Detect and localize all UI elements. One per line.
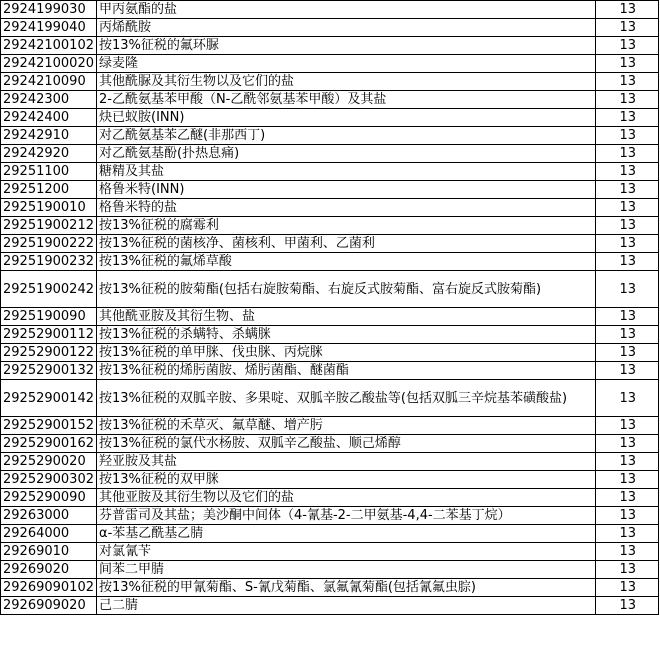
rate-cell[interactable]: 13 (596, 489, 659, 507)
table-row (1, 362, 659, 380)
description-cell[interactable]: 按13%征税的菌核净、菌核利、甲菌利、乙菌利 (97, 235, 596, 253)
table-body (1, 1, 659, 615)
code-cell[interactable]: 29242100020 (1, 55, 97, 73)
description-cell[interactable]: 间苯二甲腈 (97, 561, 596, 579)
description-cell[interactable]: 按13%征税的氯代水杨胺、双胍辛乙酸盐、顺己烯醇 (97, 435, 596, 453)
rate-cell[interactable]: 13 (596, 109, 659, 127)
description-cell[interactable]: 按13%征税的烯肟菌胺、烯肟菌酯、醚菌酯 (97, 362, 596, 380)
code-cell[interactable]: 29252900302 (1, 471, 97, 489)
table-row (1, 55, 659, 73)
description-cell[interactable]: 格鲁米特(INN) (97, 181, 596, 199)
code-cell[interactable]: 29252900142 (1, 380, 97, 417)
code-cell[interactable]: 29264000 (1, 525, 97, 543)
description-cell[interactable]: 按13%征税的胺菊酯(包括右旋胺菊酯、右旋反式胺菊酯、富右旋反式胺菊酯) (97, 271, 596, 308)
rate-cell[interactable]: 13 (596, 73, 659, 91)
code-cell[interactable]: 2925290020 (1, 453, 97, 471)
table-row (1, 181, 659, 199)
description-cell[interactable]: 对乙酰氨基酚(扑热息痛) (97, 145, 596, 163)
rate-cell[interactable]: 13 (596, 453, 659, 471)
table-row (1, 19, 659, 37)
rate-cell[interactable]: 13 (596, 597, 659, 615)
table-row (1, 597, 659, 615)
rate-cell[interactable]: 13 (596, 380, 659, 417)
table-row (1, 507, 659, 525)
description-cell[interactable]: α-苯基乙酰基乙腈 (97, 525, 596, 543)
description-cell[interactable]: 按13%征税的单甲脒、伐虫脒、丙烷脒 (97, 344, 596, 362)
description-cell[interactable]: 按13%征税的氟烯草酸 (97, 253, 596, 271)
table-row (1, 145, 659, 163)
code-cell[interactable]: 29242920 (1, 145, 97, 163)
table-row (1, 579, 659, 597)
rate-cell[interactable]: 13 (596, 145, 659, 163)
description-cell[interactable]: 绿麦隆 (97, 55, 596, 73)
table-row (1, 163, 659, 181)
code-cell[interactable]: 29269010 (1, 543, 97, 561)
rate-cell[interactable]: 13 (596, 561, 659, 579)
table-row (1, 1, 659, 19)
code-cell[interactable]: 29269090102 (1, 579, 97, 597)
code-cell[interactable]: 29251900222 (1, 235, 97, 253)
rate-cell[interactable]: 13 (596, 253, 659, 271)
rate-cell[interactable]: 13 (596, 579, 659, 597)
table-row (1, 109, 659, 127)
table-row (1, 199, 659, 217)
rate-cell[interactable]: 13 (596, 91, 659, 109)
description-cell[interactable]: 按13%征税的双胍辛胺、多果啶、双胍辛胺乙酸盐等(包括双胍三辛烷基苯磺酸盐) (97, 380, 596, 417)
code-cell[interactable]: 2925190010 (1, 199, 97, 217)
table-row (1, 525, 659, 543)
rate-cell[interactable]: 13 (596, 19, 659, 37)
rate-cell[interactable]: 13 (596, 235, 659, 253)
description-cell[interactable]: 糖精及其盐 (97, 163, 596, 181)
rate-cell[interactable]: 13 (596, 271, 659, 308)
table-row (1, 73, 659, 91)
code-cell[interactable]: 29242400 (1, 109, 97, 127)
code-cell[interactable]: 29251900232 (1, 253, 97, 271)
description-cell[interactable]: 炔已蚁胺(INN) (97, 109, 596, 127)
code-cell[interactable]: 29242100102 (1, 37, 97, 55)
rate-cell[interactable]: 13 (596, 471, 659, 489)
table-row (1, 235, 659, 253)
rate-cell[interactable]: 13 (596, 1, 659, 19)
rate-cell[interactable]: 13 (596, 127, 659, 145)
table-row (1, 543, 659, 561)
rate-cell[interactable]: 13 (596, 326, 659, 344)
code-cell[interactable]: 29251900242 (1, 271, 97, 308)
code-cell[interactable]: 2926909020 (1, 597, 97, 615)
table-row (1, 37, 659, 55)
code-cell[interactable]: 2924199030 (1, 1, 97, 19)
table-row (1, 435, 659, 453)
rate-cell[interactable]: 13 (596, 417, 659, 435)
code-cell[interactable]: 29242300 (1, 91, 97, 109)
rate-cell[interactable]: 13 (596, 37, 659, 55)
description-cell[interactable]: 格鲁米特的盐 (97, 199, 596, 217)
table-row (1, 380, 659, 417)
description-cell[interactable]: 按13%征税的禾草灭、氟草醚、增产肟 (97, 417, 596, 435)
table-row (1, 253, 659, 271)
code-cell[interactable]: 2924210090 (1, 73, 97, 91)
code-cell[interactable]: 29252900122 (1, 344, 97, 362)
rate-cell[interactable]: 13 (596, 181, 659, 199)
description-cell[interactable]: 2-乙酰氨基苯甲酸（N-乙酰邻氨基苯甲酸）及其盐 (97, 91, 596, 109)
rate-cell[interactable]: 13 (596, 525, 659, 543)
rate-cell[interactable]: 13 (596, 344, 659, 362)
rate-cell[interactable]: 13 (596, 435, 659, 453)
description-cell[interactable]: 己二腈 (97, 597, 596, 615)
description-cell[interactable]: 芬普雷司及其盐；美沙酮中间体（4-氰基-2-二甲氨基-4,4-二苯基丁烷） (97, 507, 596, 525)
code-cell[interactable]: 29263000 (1, 507, 97, 525)
code-cell[interactable]: 2925290090 (1, 489, 97, 507)
description-cell[interactable]: 对氯氰苄 (97, 543, 596, 561)
table-row (1, 271, 659, 308)
table-row (1, 471, 659, 489)
table-row (1, 326, 659, 344)
rate-cell[interactable]: 13 (596, 163, 659, 181)
table-row (1, 308, 659, 326)
description-cell[interactable]: 甲丙氨酯的盐 (97, 1, 596, 19)
table-row (1, 344, 659, 362)
code-cell[interactable]: 29252900112 (1, 326, 97, 344)
code-cell[interactable]: 29251100 (1, 163, 97, 181)
rate-cell[interactable]: 13 (596, 199, 659, 217)
table-row (1, 453, 659, 471)
code-cell[interactable]: 2924199040 (1, 19, 97, 37)
table-row (1, 91, 659, 109)
table-row (1, 417, 659, 435)
description-cell[interactable]: 按13%征税的氟环脲 (97, 37, 596, 55)
code-cell[interactable]: 29252900132 (1, 362, 97, 380)
rate-cell[interactable]: 13 (596, 217, 659, 235)
code-cell[interactable]: 29252900162 (1, 435, 97, 453)
description-cell[interactable]: 其他酰亚胺及其衍生物、盐 (97, 308, 596, 326)
code-cell[interactable]: 2925190090 (1, 308, 97, 326)
description-cell[interactable]: 羟亚胺及其盐 (97, 453, 596, 471)
description-cell[interactable]: 其他酰脲及其衍生物以及它们的盐 (97, 73, 596, 91)
rate-cell[interactable]: 13 (596, 55, 659, 73)
description-cell[interactable]: 按13%征税的甲氰菊酯、S-氰戊菊酯、氯氟氰菊酯(包括氰氟虫腙) (97, 579, 596, 597)
rate-cell[interactable]: 13 (596, 543, 659, 561)
description-cell[interactable]: 按13%征税的杀螨特、杀螨脒 (97, 326, 596, 344)
description-cell[interactable]: 对乙酰氨基苯乙醚(非那西丁) (97, 127, 596, 145)
code-cell[interactable]: 29251200 (1, 181, 97, 199)
table-row (1, 489, 659, 507)
description-cell[interactable]: 按13%征税的腐霉利 (97, 217, 596, 235)
description-cell[interactable]: 其他亚胺及其衍生物以及它们的盐 (97, 489, 596, 507)
table-row (1, 217, 659, 235)
rate-cell[interactable]: 13 (596, 308, 659, 326)
rate-cell[interactable]: 13 (596, 507, 659, 525)
code-cell[interactable]: 29242910 (1, 127, 97, 145)
description-cell[interactable]: 按13%征税的双甲脒 (97, 471, 596, 489)
table-row (1, 127, 659, 145)
rate-cell[interactable]: 13 (596, 362, 659, 380)
code-cell[interactable]: 29269020 (1, 561, 97, 579)
code-cell[interactable]: 29251900212 (1, 217, 97, 235)
code-cell[interactable]: 29252900152 (1, 417, 97, 435)
description-cell[interactable]: 丙烯酰胺 (97, 19, 596, 37)
table-row (1, 561, 659, 579)
